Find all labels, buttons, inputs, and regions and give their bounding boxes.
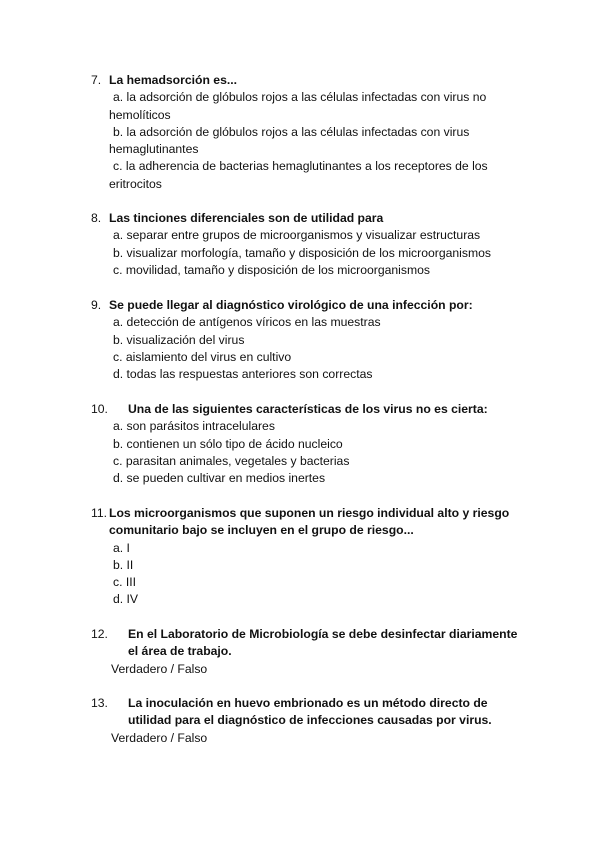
option-text: a. la adsorción de glóbulos rojos a las células infectadas con virus no hemolíticos [109,90,487,122]
option-c[interactable]: c. aislamiento del virus en cultivo [113,349,292,364]
option-a[interactable]: a. son parásitos intracelulares [113,419,275,434]
question-number: 12. [91,627,108,641]
question-10 [91,401,531,487]
option-text: b. la adsorción de glóbulos rojos a las células infectadas con virus hemaglutinantes [109,124,470,157]
question-13 [91,695,531,747]
question-11 [91,505,531,609]
question-number: 8. [91,211,102,225]
option-b[interactable]: b. II [113,557,134,572]
option-c[interactable]: c. movilidad, tamaño y disposición de los microorganismos [113,262,431,277]
option-b[interactable] [91,124,531,159]
option-a[interactable]: a. separar entre grupos de microorganismos y visualizar estructuras [113,228,481,243]
option-c[interactable] [91,158,531,193]
question-number: 7. [91,73,102,87]
true-false-answer[interactable]: Verdadero / Falso [111,661,208,676]
question-number: 10. [91,402,108,416]
option-text: c. la adherencia de bacterias hemaglutinantes a los receptores de los eritrocitos [109,159,488,191]
true-false-answer[interactable]: Verdadero / Falso [111,730,208,745]
option-a[interactable]: a. I [113,540,130,555]
option-c[interactable]: c. III [113,575,137,590]
question-12 [91,626,531,678]
question-title: La inoculación en huevo embrionado es un método directo de utilidad para el diagnóstico de infecciones causadas por virus. [128,696,492,728]
question-title: Los microorganismos que suponen un riesgo individual alto y riesgo comunitario bajo se incluyen en el grupo de riesgo... [109,506,510,538]
question-title: Una de las siguientes características de los virus no es cierta: [128,402,488,416]
question-number: 13. [91,696,108,710]
question-title: Se puede llegar al diagnóstico virológico de una infección por: [109,298,473,312]
question-8 [91,210,531,279]
option-a[interactable] [91,89,531,124]
question-title: Las tinciones diferenciales son de utilidad para [109,211,384,225]
question-number: 9. [91,298,102,312]
option-a[interactable]: a. detección de antígenos víricos en las muestras [113,315,381,330]
question-title: La hemadsorción es... [109,73,238,87]
question-number: 11. [91,506,108,520]
option-d[interactable]: d. IV [113,592,139,607]
option-b[interactable]: b. contienen un sólo tipo de ácido nucleico [113,436,343,451]
question-7 [91,72,531,193]
option-d[interactable]: d. se pueden cultivar en medios inertes [113,471,326,486]
option-b[interactable]: b. visualizar morfología, tamaño y disposición de los microorganismos [113,245,491,260]
question-title: En el Laboratorio de Microbiología se debe desinfectar diariamente el área de trabajo. [128,627,518,659]
option-c[interactable]: c. parasitan animales, vegetales y bacterias [113,453,350,468]
question-9 [91,297,531,383]
option-d[interactable]: d. todas las respuestas anteriores son correctas [113,367,373,382]
option-b[interactable]: b. visualización del virus [113,332,245,347]
